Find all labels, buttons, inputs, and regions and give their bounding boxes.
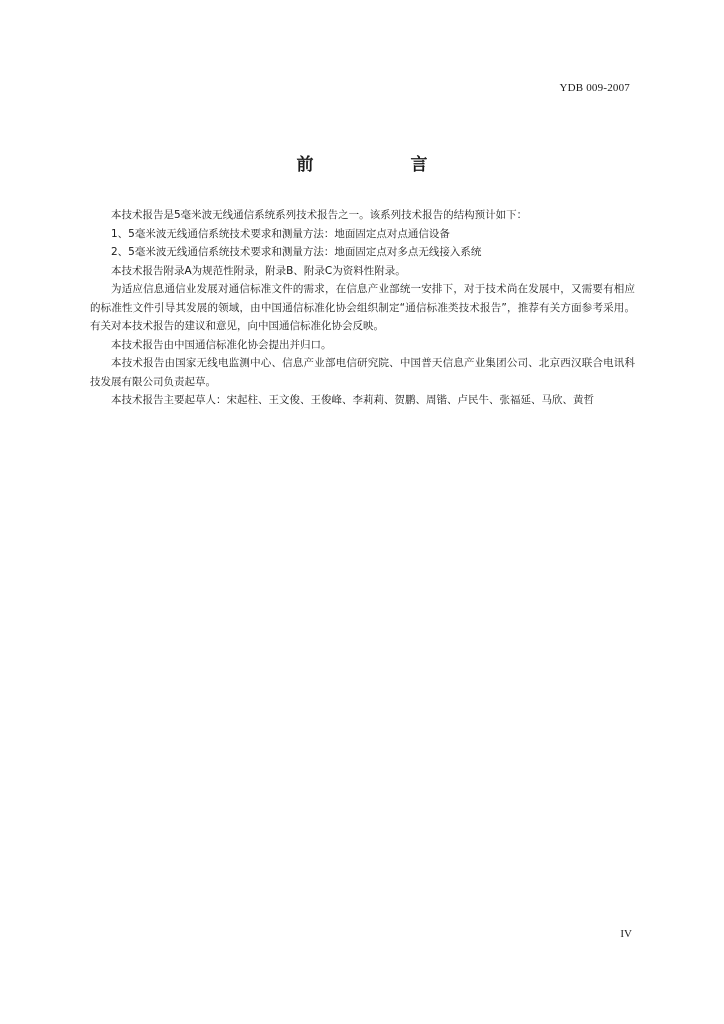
paragraph-proposer: 本技术报告由中国通信标准化协会提出并归口。	[111, 338, 332, 351]
foreword-body	[90, 206, 635, 410]
paragraph-purpose: 为适应信息通信业发展对通信标准文件的需求，在信息产业部统一安排下，对于技术尚在发展中，又需要有相应的标准性文件引导其发展的领域，由中国通信标准化协会组织制定“通信标准类技术报告”，推荐有关方面参考采用。有关对本技术报告的建议和意见，向中国通信标准化协会反映。	[90, 283, 635, 332]
page-title: 前 言	[296, 155, 468, 175]
paragraph-drafting-units: 本技术报告由国家无线电监测中心、信息产业部电信研究院、中国普天信息产业集团公司、北京西汉联合电讯科技发展有限公司负责起草。	[90, 357, 635, 388]
paragraph-appendix-note: 本技术报告附录A为规范性附录，附录B、附录C为资料性附录。	[111, 264, 406, 277]
paragraph-list-item-1: 1、5毫米波无线通信系统技术要求和测量方法：地面固定点对点通信设备	[111, 227, 450, 240]
paragraph-drafters: 本技术报告主要起草人：宋起柱、王文俊、王俊峰、李莉莉、贺鹏、周锴、卢民牛、张福延、马欣、黄哲	[111, 394, 594, 406]
document-code: YDB 009-2007	[559, 82, 630, 94]
page-number: IV	[620, 928, 632, 940]
paragraph-list-item-2: 2、5毫米波无线通信系统技术要求和测量方法：地面固定点对多点无线接入系统	[111, 246, 482, 258]
paragraph-series-intro: 本技术报告是5毫米波无线通信系统系列技术报告之一。该系列技术报告的结构预计如下：	[111, 209, 528, 221]
